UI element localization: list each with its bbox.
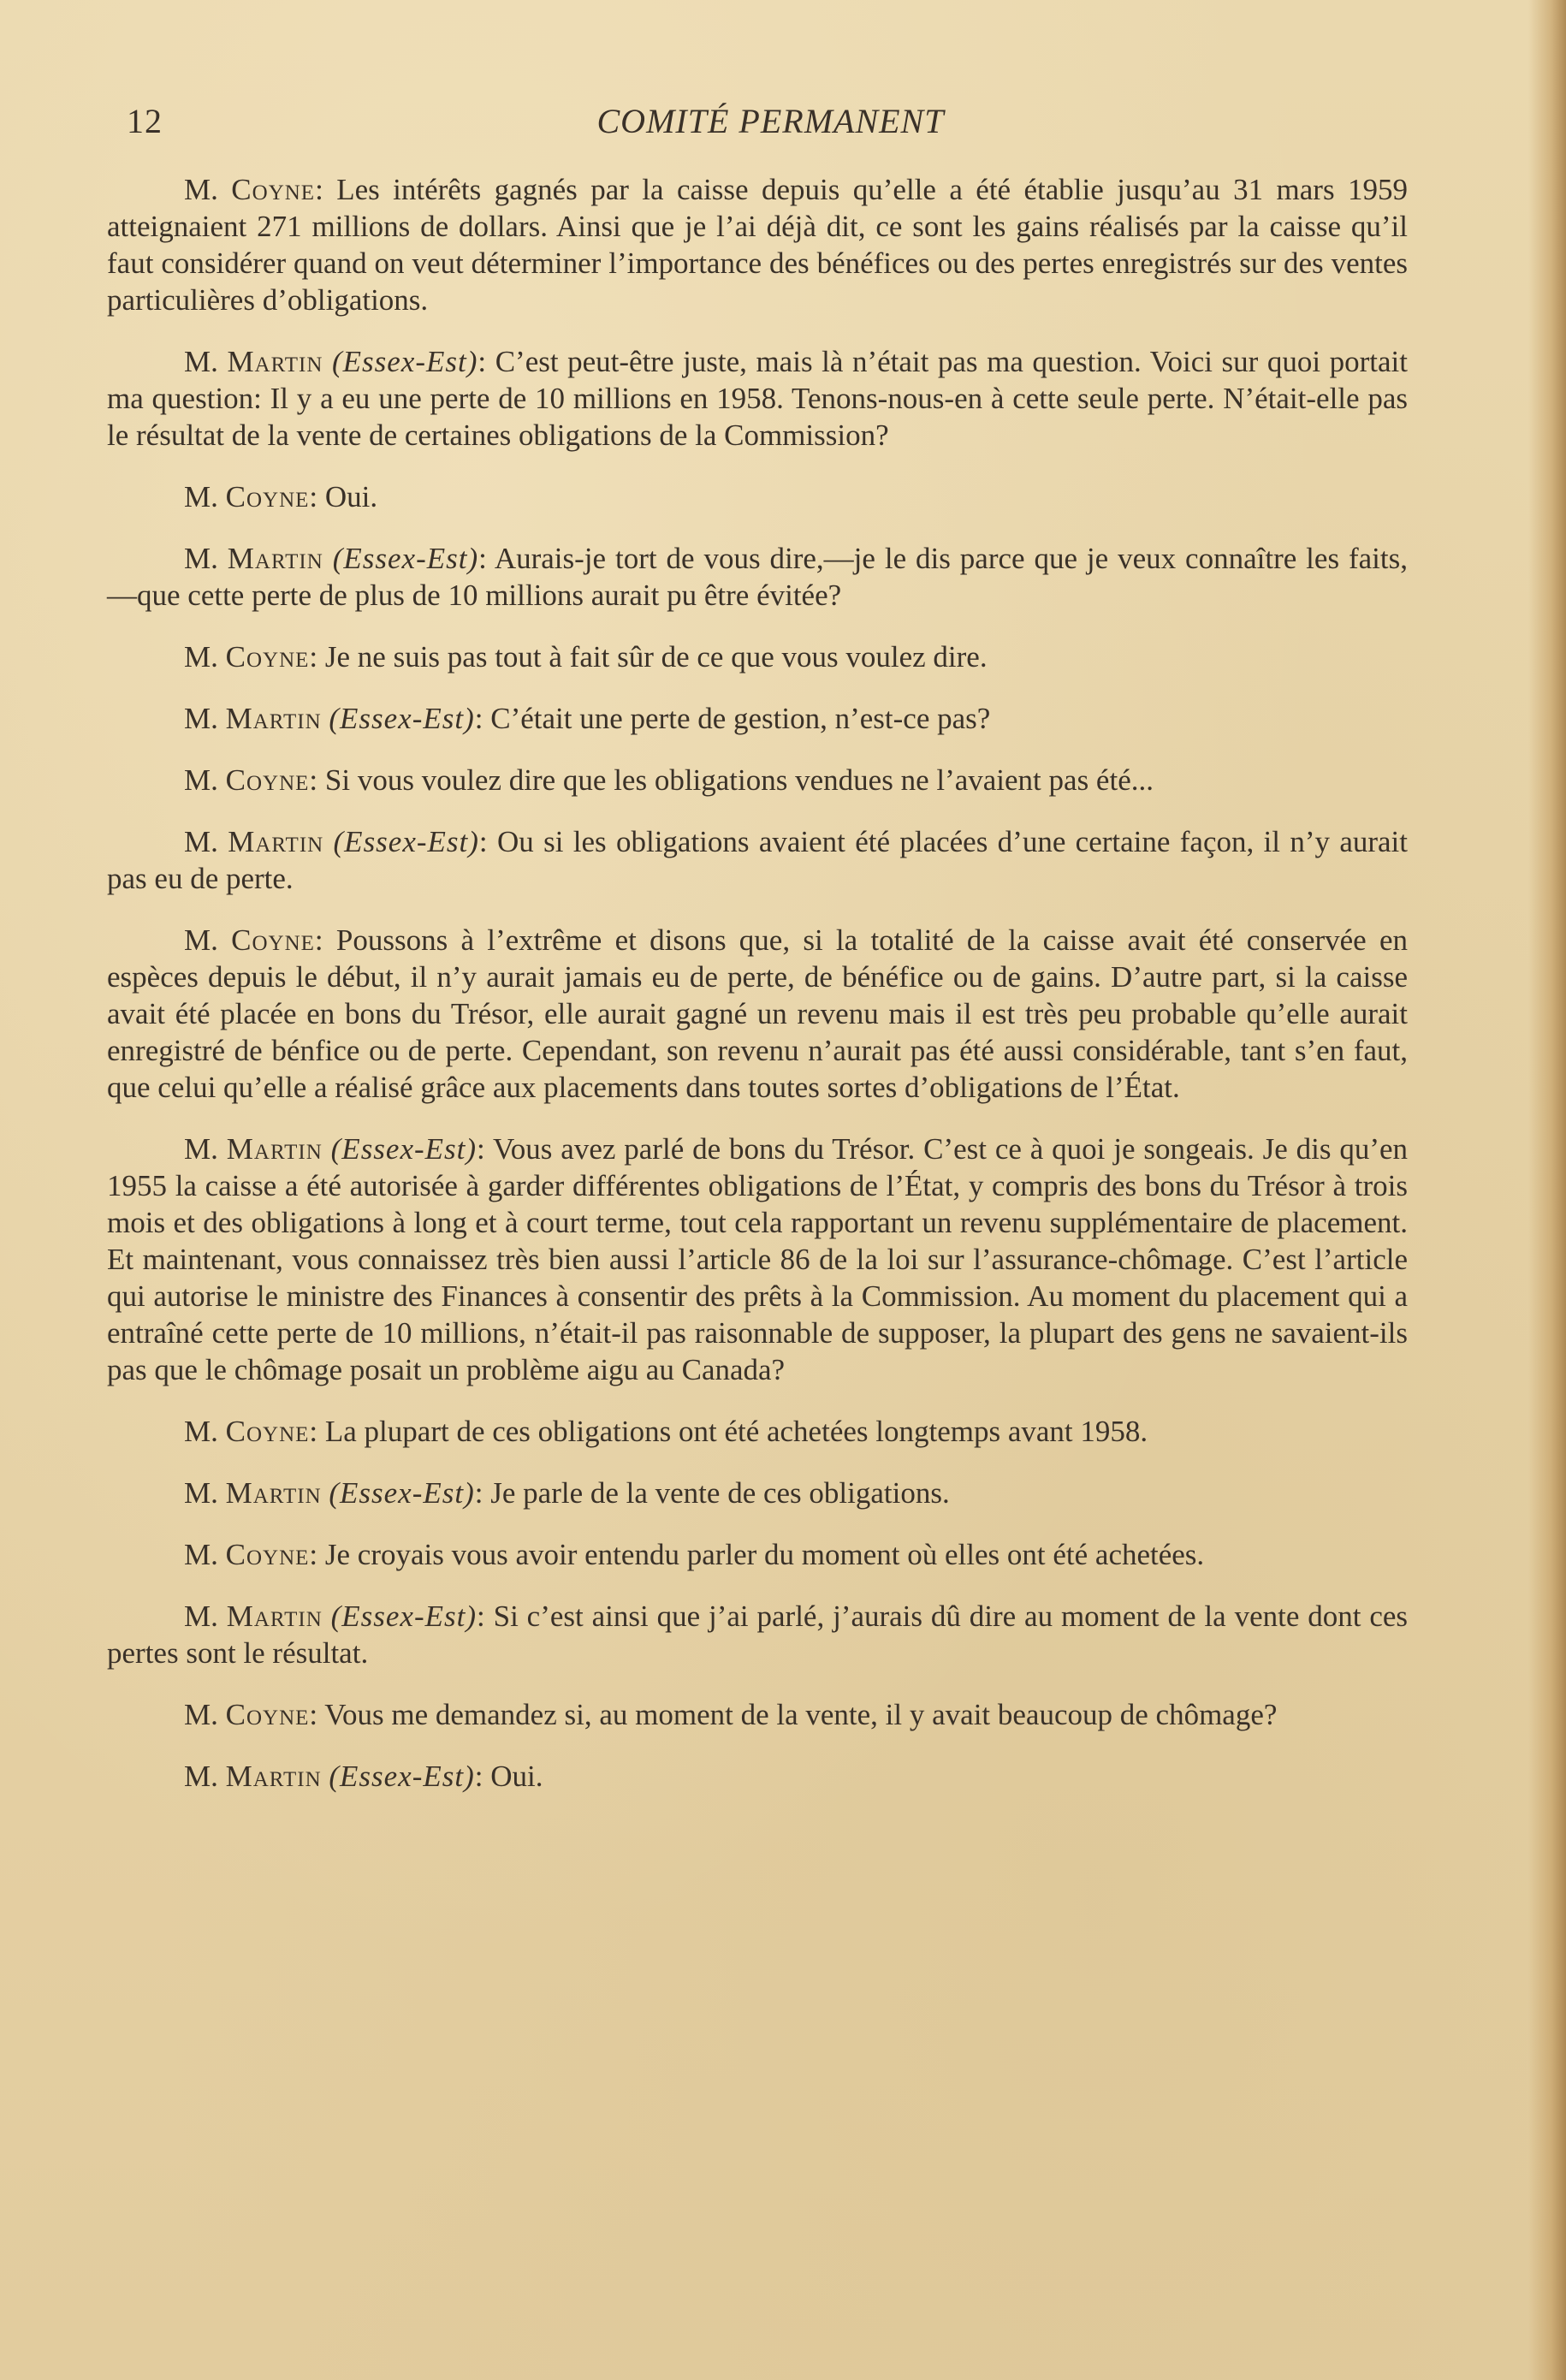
transcript-body [107,171,1408,1819]
transcript-paragraph: M. Martin (Essex-Est): Ou si les obligations avaient été placées d’une certaine façon, il n’y aurait pas eu de perte. [107,825,1408,895]
speaker-name: Martin [225,1760,322,1793]
speaker-prefix: M. [184,1760,218,1793]
speaker-name: Coyne [225,480,310,513]
speaker-prefix: M. [184,480,218,513]
speaker-name: Coyne [231,173,316,206]
speaker-prefix: M. [184,1538,218,1571]
speaker-prefix: M. [184,825,218,858]
speaker-name: Coyne [225,1698,310,1731]
transcript-paragraph: M. Martin (Essex-Est): C’est peut-être juste, mais là n’était pas ma question. Voici sur quoi portait ma question: Il y a eu une perte de 10 millions en 1958. Tenons-nous-en à cette seule perte. N’était-elle pas le résultat de la vente de certaines obligations de la Commission? [107,345,1408,452]
speaker-riding: (Essex-Est) [329,702,475,735]
transcript-paragraph: M. Coyne: Si vous voulez dire que les obligations vendues ne l’avaient pas été... [184,763,1154,797]
page-number: 12 [127,102,163,140]
speech-text: Si vous voulez dire que les obligations vendues ne l’avaient pas été... [324,763,1154,797]
speaker-name: Coyne [225,763,310,797]
speech-text: La plupart de ces obligations ont été achetées longtemps avant 1958. [324,1415,1148,1448]
speech-text: Ou si les obligations avaient été placées d’une certaine façon, il n’y aurait pas eu de perte. [107,825,1408,895]
speech-text: Poussons à l’extrême et disons que, si la totalité de la caisse avait été conservée en espèces depuis le début, il n’y aurait jamais eu de perte, de bénéfice ou de gains. D’autre part, si la caisse avait été placée en bons du Trésor, elle aurait gagné un revenu mais il est très peu probable qu’elle aurait enregistré de bénfice ou de perte. Cependant, son revenu n’aurait pas été aussi considérable, tant s’en faut, que celui qu’elle a réalisé grâce aux placements dans toutes sortes d’obligations de l’État. [107,923,1409,1104]
speaker-name: Martin [225,1476,322,1510]
transcript-paragraph: M. Martin (Essex-Est): Si c’est ainsi que j’ai parlé, j’aurais dû dire au moment de la vente dont ces pertes sont le résultat. [107,1600,1409,1670]
speaker-prefix: M. [184,1698,218,1731]
speech-text: Je parle de la vente de ces obligations. [490,1476,950,1510]
speaker-riding: (Essex-Est) [329,1476,475,1510]
speaker-prefix: M. [184,640,218,674]
speaker-prefix: M. [184,173,218,206]
transcript-paragraph: M. Martin (Essex-Est): Vous avez parlé de bons du Trésor. C’est ce à quoi je songeais. Je dis qu’en 1955 la caisse a été autorisée à garder différentes obligations de l’État, y compris des bons du Trésor à trois mois et des obligations à long et à court terme, tout cela rapportant un revenu supplémentaire de placement. Et maintenant, vous connaissez très bien aussi l’article 86 de la loi sur l’assurance-chômage. C’est l’article qui autorise le ministre des Finances à consentir des prêts à la Commission. Au moment du placement qui a entraîné cette perte de 10 millions, n’était-il pas raisonnable de supposer, la plupart des gens ne savaient-ils pas que le chômage posait un problème aigu au Canada? [107,1132,1409,1386]
speaker-name: Martin [228,825,324,858]
transcript-paragraph: M. Coyne: La plupart de ces obligations ont été achetées longtemps avant 1958. [184,1415,1148,1448]
speaker-prefix: M. [184,345,218,378]
speaker-riding: (Essex-Est) [330,1132,478,1166]
speaker-prefix: M. [184,1600,218,1633]
speaker-riding: (Essex-Est) [330,1600,478,1633]
speaker-riding: (Essex-Est) [332,542,479,575]
speaker-prefix: M. [184,1476,218,1510]
speaker-prefix: M. [184,542,218,575]
speech-text: Oui. [490,1760,543,1793]
speech-text: Je croyais vous avoir entendu parler du moment où elles ont été achetées. [324,1538,1205,1571]
speaker-riding: (Essex-Est) [332,345,478,378]
speaker-name: Martin [226,1132,323,1166]
speech-text: C’est peut-être juste, mais là n’était pas ma question. Voici sur quoi portait ma question: Il y a eu une perte de 10 millions en 1958. Tenons-nous-en à cette seule perte. N’était-elle pas le résultat de la vente de certaines obligations de la Commission? [107,345,1408,452]
speaker-prefix: M. [184,1415,218,1448]
book-spine-edge [1528,0,1566,2380]
running-title: COMITÉ PERMANENT [596,102,945,140]
transcript-paragraph: M. Martin (Essex-Est): Aurais-je tort de vous dire,—je le dis parce que je veux connaître les faits,—que cette perte de plus de 10 millions aurait pu être évitée? [107,542,1408,612]
speech-text: Vous avez parlé de bons du Trésor. C’est ce à quoi je songeais. Je dis qu’en 1955 la caisse a été autorisée à garder différentes obligations de l’État, y compris des bons du Trésor à trois mois et des obligations à long et à court terme, tout cela rapportant un revenu supplémentaire de placement. Et maintenant, vous connaissez très bien aussi l’article 86 de la loi sur l’assurance-chômage. C’est l’article qui autorise le ministre des Finances à consentir des prêts à la Commission. Au moment du placement qui a entraîné cette perte de 10 millions, n’était-il pas raisonnable de supposer, la plupart des gens ne savaient-ils pas que le chômage posait un problème aigu au Canada? [107,1132,1409,1386]
speaker-riding: (Essex-Est) [333,825,479,858]
transcript-paragraph: M. Coyne: Oui. [184,480,378,513]
speaker-name: Martin [227,345,323,378]
speaker-prefix: M. [184,763,218,797]
transcript-paragraph: M. Martin (Essex-Est): Oui. [184,1760,543,1793]
transcript-paragraph: M. Coyne: Poussons à l’extrême et disons que, si la totalité de la caisse avait été conservée en espèces depuis le début, il n’y aurait jamais eu de perte, de bénéfice ou de gains. D’autre part, si la caisse avait été placée en bons du Trésor, elle aurait gagné un revenu mais il est très peu probable qu’elle aurait enregistré de bénfice ou de perte. Cependant, son revenu n’aurait pas été aussi considérable, tant s’en faut, que celui qu’elle a réalisé grâce aux placements dans toutes sortes d’obligations de l’État. [107,923,1409,1104]
speaker-riding: (Essex-Est) [329,1760,475,1793]
transcript-paragraph: M. Martin (Essex-Est): C’était une perte de gestion, n’est-ce pas? [184,702,991,735]
speech-text: Les intérêts gagnés par la caisse depuis qu’elle a été établie jusqu’au 31 mars 1959 atteignaient 271 millions de dollars. Ainsi que je l’ai déjà dit, ce sont les gains réalisés par la caisse qu’il faut considérer quand on veut déterminer l’importance des bénéfices ou des pertes enregistrés sur des ventes particulières d’obligations. [107,173,1408,317]
page-header [127,101,1415,152]
speaker-prefix: M. [184,702,218,735]
speaker-name: Coyne [225,640,310,674]
transcript-paragraph: M. Martin (Essex-Est): Je parle de la vente de ces obligations. [184,1476,950,1510]
transcript-paragraph: M. Coyne: Vous me demandez si, au moment de la vente, il y avait beaucoup de chômage? [184,1698,1278,1731]
speaker-name: Martin [227,542,323,575]
speech-text: Je ne suis pas tout à fait sûr de ce que vous voulez dire. [324,640,988,674]
speaker-name: Coyne [225,1415,310,1448]
speaker-prefix: M. [184,1132,218,1166]
transcript-paragraph: M. Coyne: Je croyais vous avoir entendu parler du moment où elles ont été achetées. [184,1538,1205,1571]
speech-text: Oui. [324,480,378,513]
speech-text: Vous me demandez si, au moment de la vente, il y avait beaucoup de chômage? [324,1698,1278,1731]
speaker-name: Martin [225,702,322,735]
speech-text: Aurais-je tort de vous dire,—je le dis parce que je veux connaître les faits,—que cette perte de plus de 10 millions aurait pu être évitée? [107,542,1408,612]
speaker-name: Coyne [225,1538,310,1571]
speech-text: C’était une perte de gestion, n’est-ce pas? [490,702,991,735]
speaker-name: Martin [226,1600,323,1633]
speaker-name: Coyne [231,923,315,957]
speaker-prefix: M. [184,923,218,957]
transcript-paragraph: M. Coyne: Je ne suis pas tout à fait sûr de ce que vous voulez dire. [184,640,988,674]
speech-text: Si c’est ainsi que j’ai parlé, j’aurais dû dire au moment de la vente dont ces pertes sont le résultat. [107,1600,1409,1670]
transcript-paragraph: M. Coyne: Les intérêts gagnés par la caisse depuis qu’elle a été établie jusqu’au 31 mars 1959 atteignaient 271 millions de dollars. Ainsi que je l’ai déjà dit, ce sont les gains réalisés par la caisse qu’il faut considérer quand on veut déterminer l’importance des bénéfices ou des pertes enregistrés sur des ventes particulières d’obligations. [107,173,1408,317]
